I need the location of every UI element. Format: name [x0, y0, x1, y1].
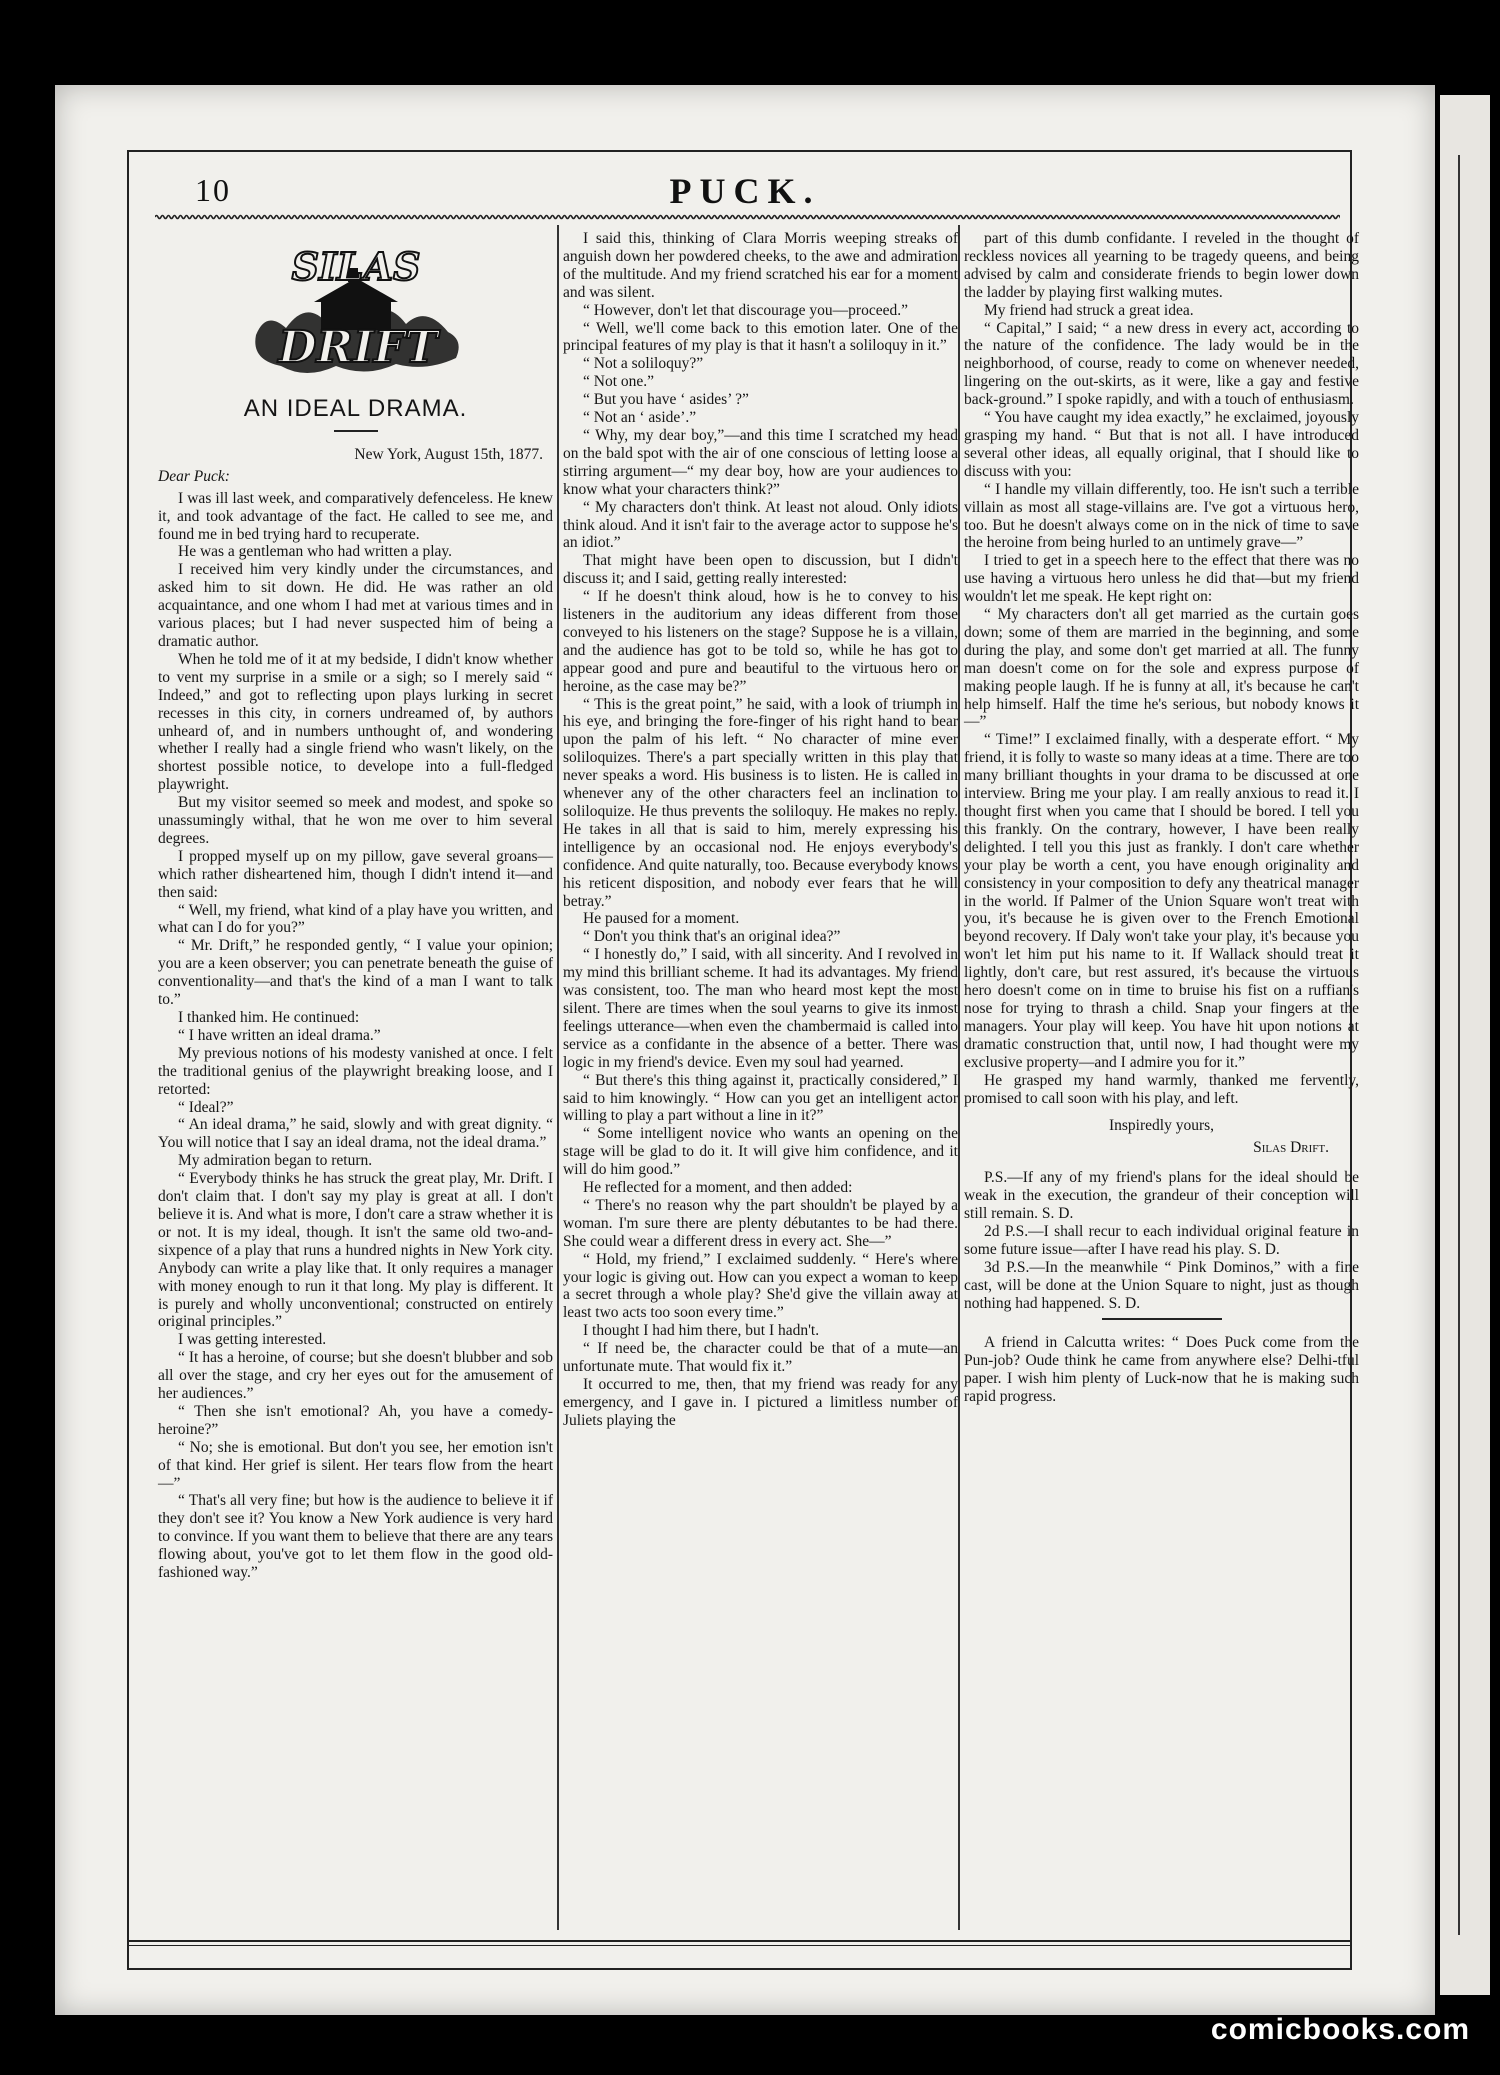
paragraph: I tried to get in a speech here to the effect that there was no use having a virtuous hero unless he did that—but my friend wouldn't let me speak. He kept right on:: [964, 552, 1359, 606]
paragraph: I thought I had him there, but I hadn't.: [583, 1322, 820, 1340]
paragraph: “ I handle my villain differently, too. He isn't such a terrible villain as most all stage-villains are. I've got a virtuous hero, too. But he doesn't always come on in the nick of time to save the heroine from being hurled to an untimely grave—”: [964, 480, 1359, 552]
paragraph: “ Well, my friend, what kind of a play have you written, and what can I do for you?”: [158, 901, 553, 937]
paragraph: “ However, don't let that discourage you—proceed.”: [583, 301, 908, 319]
paragraph: “ You have caught my idea exactly,” he exclaimed, joyously grasping my hand. “ But that is not all. I have introduced several other ideas, all equally original, that I should like to discuss with you:: [964, 409, 1359, 480]
paragraph: “ Mr. Drift,” he responded gently, “ I value your opinion; you are a keen observer; you can penetrate beneath the guise of conventionality—and that's the kind of a man I want to talk to.”: [158, 937, 553, 1009]
page-number: 10: [195, 172, 231, 208]
paragraph: “ Ideal?”: [178, 1098, 234, 1116]
article-title: AN IDEAL DRAMA.: [243, 395, 468, 422]
column-rule-1: [557, 225, 559, 1930]
paragraph: “ My characters don't all get married as the curtain goes down; some of them are married in the beginning, and some during the play, and some don't get married at all. The funny man doesn't come on for the sole and express purpose of making people laugh. If he is funny at all, it's because he can't help himself. Half the time he's serious, but nobody knows it—”: [964, 606, 1359, 731]
paragraph: That might have been open to discussion, but I didn't discuss it; and I said, getting really interested:: [563, 552, 958, 588]
paragraph: “ An ideal drama,” he said, slowly and with great dignity. “ You will notice that I say an ideal drama, not the ideal drama.”: [158, 1116, 553, 1152]
paragraph: “ Don't you think that's an original idea?”: [583, 928, 841, 946]
column-3: [964, 230, 1359, 1406]
calcutta-squib: A friend in Calcutta writes: “ Does Puck come from the Pun-job? Oude think he came from anywhere else? Delhi-tful paper. I wish him plenty of Luck-now that he is making such rapid progress.: [964, 1334, 1359, 1406]
paragraph: “ Well, we'll come back to this emotion later. One of the principal features of my play is that it hasn't a soliloquy in it.”: [563, 319, 958, 355]
masthead-title: PUCK.: [669, 171, 821, 211]
paragraph: I was ill last week, and comparatively defenceless. He knew it, and took advantage of the fact. He called to see me, and found me in bed trying hard to recuperate.: [158, 489, 553, 543]
paragraph: He grasped my hand warmly, thanked me fervently, promised to call soon with his play, and left.: [964, 1071, 1359, 1107]
paragraph: “ I have written an ideal drama.”: [178, 1026, 381, 1044]
paragraph: part of this dumb confidante. I reveled in the thought of reckless novices all yearning to be tragedy queens, and being advised by calm and considerate friends to begin lower down the ladder by playing first walking mutes.: [964, 230, 1359, 301]
paragraph: He paused for a moment.: [583, 910, 740, 928]
paragraph: “ Time!” I exclaimed finally, with a desperate effort. “ My friend, it is folly to waste so many ideas at a time. There are too many brilliant thoughts in your drama to be discussed at one interview. Bring me your play. I am really anxious to read it. I thought first when you came that I should be bored. I tell you this frankly. On the contrary, however, I have been really delighted. I tell you this just as frankly. I don't care whether your play be worth a cent, you have enough originality and consistency in your composition to defy any theatrical manager in the world. If Palmer of the Union Square won't treat with you, it's because he is given over to the French Emotional beyond recovery. If Daly won't take your play, it's because you won't let him put his name to it. If Wallack should treat it lightly, don't care, but rest assured, it's because the virtuous hero doesn't come on in time to bruise his fist on a ruffian's nose for trying to thrash a child. Snap your fingers at the managers. Your play will keep. You have hit upon notions at dramatic construction that, until now, I had thought were my exclusive property—and I admire you for it.”: [964, 731, 1359, 1071]
article-end-rule: [1102, 1318, 1222, 1320]
column-3-body: [964, 230, 1359, 1107]
paragraph: “ Then she isn't emotional? Ah, you have a comedy-heroine?”: [158, 1402, 553, 1438]
paragraph: When he told me of it at my bedside, I didn't know whether to vent my surprise in a smile or a sigh; so I merely said “ Indeed,” and got to reflecting upon plays lurking in secret recesses in this city, in corners undreamed of, by authors unheard of, and in numbers unthought of, and wondering whether I really had a single friend who wasn't likely, on the shortest possible notice, to develope into a full-fledged playwright.: [158, 650, 553, 794]
postscript: 2d P.S.—I shall recur to each individual original feature in some future issue—after I have read his play. S. D.: [964, 1222, 1359, 1258]
paragraph: “ Hold, my friend,” I exclaimed suddenly. “ Here's where your logic is giving out. How can you expect a woman to keep a secret through a whole play? She'd give the villain away at least two acts too soon every time.”: [563, 1250, 958, 1322]
paragraph: “ There's no reason why the part shouldn't be played by a woman. I'm sure there are plenty débutantes to be had there. She could wear a different dress in every act. She—”: [563, 1196, 958, 1250]
paragraph: “ Capital,” I said; “ a new dress in every act, according to the nature of the confidence. The lady would be in the neighborhood, of course, ready to come on whenever needed, lingering on the out-skirts, as it were, like a gay and festive back-ground.” I spoke rapidly, and with a touch of enthusiasm.: [964, 319, 1359, 409]
paragraph: But my visitor seemed so meek and modest, and spoke so unassumingly withal, that he won me over to him several degrees.: [158, 794, 553, 847]
title-rule: [334, 430, 378, 432]
paragraph: He reflected for a moment, and then added:: [583, 1179, 853, 1197]
paragraph: My previous notions of his modesty vanished at once. I felt the traditional genius of the playwright breaking loose, and I retorted:: [158, 1044, 553, 1098]
footer-rule: [127, 1940, 1352, 1946]
column-1-body: [158, 490, 553, 1582]
paragraph: “ If need be, the character could be that of a mute—an unfortunate mute. That would fix it.”: [563, 1340, 958, 1376]
column-rule-2: [958, 225, 960, 1930]
paragraph: “ But you have ‘ asides’ ?”: [583, 391, 749, 409]
silas-drift-logo: [226, 240, 486, 390]
postscript: P.S.—If any of my friend's plans for the ideal should be weak in the execution, the grandeur of their conception will still remain. S. D.: [964, 1169, 1359, 1223]
logo-word-silas: SILAS: [291, 244, 420, 289]
paragraph: I thanked him. He continued:: [178, 1009, 360, 1026]
paragraph: “ If he doesn't think aloud, how is he to convey to his listeners in the auditorium any ideas different from those conveyed to his listeners on the stage? Suppose he is a villain, and the audience has got to be told so, while he has got to appear good and pure and beautiful to the virtuous hero or heroine, as the case may be?”: [563, 588, 958, 695]
postscripts: [964, 1169, 1359, 1312]
paragraph: I was getting interested.: [178, 1331, 327, 1349]
paragraph: “ Some intelligent novice who wants an opening on the stage will be glad to do it. It will give him confidence, and it will do him good.”: [563, 1125, 958, 1179]
paragraph: I propped myself up on my pillow, gave several groans—which rather disheartened him, though I didn't intend it—and then said:: [158, 847, 553, 901]
salutation: Dear Puck:: [158, 467, 230, 485]
adjacent-page-edge: [1440, 95, 1490, 1995]
column-2-body: [563, 230, 958, 1430]
closing: Inspiredly yours,: [1108, 1117, 1215, 1135]
paragraph: It occurred to me, then, that my friend was ready for any emergency, and I gave in. I pictured a limitless number of Juliets playing the: [563, 1376, 958, 1429]
dateline: New York, August 15th, 1877.: [354, 445, 543, 463]
paragraph: I received him very kindly under the circumstances, and asked him to sit down. He did. He was rather an old acquaintance, and one whom I had met at various times and in various places; but I had never suspected him of being a dramatic author.: [158, 561, 553, 650]
watermark: comicbooks.com: [1210, 2013, 1470, 2046]
paragraph: He was a gentleman who had written a play.: [178, 543, 453, 561]
paragraph: “ But there's this thing against it, practically considered,” I said to him knowingly. “ How can you get an intelligent actor willing to play a part without a line in it?”: [563, 1071, 958, 1125]
paragraph: My admiration began to return.: [178, 1152, 373, 1170]
paragraph: “ Not an ‘ aside’.”: [583, 409, 697, 427]
logo-word-drift: DRIFT: [277, 322, 438, 373]
paragraph: “ No; she is emotional. But don't you see, her emotion isn't of that kind. Her grief is silent. Her tears flow from the heart—”: [158, 1438, 553, 1492]
header-wavy-rule: [155, 213, 1340, 221]
paragraph: “ It has a heroine, of course; but she doesn't blubber and sob all over the stage, and cry her eyes out for the amusement of her audiences.”: [158, 1349, 553, 1403]
paragraph: “ Why, my dear boy,”—and this time I scratched my head on the bald spot with the air of one conscious of letting loose a stirring argument—“ my dear boy, how are your audiences to know what your characters think?”: [563, 426, 958, 498]
paragraph: “ This is the great point,” he said, with a look of triumph in his eye, and bringing the fore-finger of his right hand to bear upon the palm of his left. “ No character of mine ever soliloquizes. There's a part specially written in this play that never speaks a word. His business is to listen. He is called in whenever any of the other characters feel an inclination to soliloquize. He thus prevents the soliloquy. He makes no reply. He takes in all that is said to him, merely expressing his intelligence by an occasional nod. He enjoys everybody's confidence. And quite naturally, too. Because everybody knows his reticent disposition, and nobody ever fears that he will betray.”: [563, 695, 958, 910]
paragraph: My friend had struck a great idea.: [984, 301, 1194, 319]
paragraph: “ Not one.”: [583, 373, 655, 391]
column-2: [563, 230, 958, 1430]
paragraph: “ Everybody thinks he has struck the great play, Mr. Drift. I don't claim that. I don't say my play is great at all. I don't believe it is. And what is more, I don't care a straw whether it is or not. It is my ideal, though. It isn't the same old two-and-sixpence of a play that runs a hundred nights in New York city. Anybody can write a play like that. It only requires a manager with money enough to run it that long. My play is different. It is purely and wholly unconventional; constructed on entirely original principles.”: [158, 1170, 553, 1331]
postscript: 3d P.S.—In the meanwhile “ Pink Dominos,” with a fine cast, will be done at the Union Square to night, just as though nothing had happened. S. D.: [964, 1258, 1359, 1312]
paragraph: “ My characters don't think. At least not aloud. Only idiots think aloud. And it isn't fair to the average actor to suppose he's an idiot.”: [563, 498, 958, 552]
signature: Silas Drift.: [1253, 1139, 1329, 1157]
paragraph: “ Not a soliloquy?”: [583, 355, 704, 373]
page-header: [155, 170, 1335, 214]
column-1: [158, 230, 553, 1582]
paragraph: “ That's all very fine; but how is the audience to believe it if they don't see it? You know a New York audience is very hard to convince. If you want them to believe that there are any tears flowing about, you've got to let them flow in the good old-fashioned way.”: [158, 1492, 553, 1582]
paragraph: “ I honestly do,” I said, with all sincerity. And I revolved in my mind this brilliant scheme. It had its advantages. My friend was consistent, too. The man who heard most kept the most silent. There are times when the soul yearns to give its inmost feelings utterance—when even the chambermaid is called into service as a confidante in the absence of a better. There was logic in my friend's device. Even my soul had yearned.: [563, 946, 958, 1071]
paragraph: I said this, thinking of Clara Morris weeping streaks of anguish down her powdered cheeks, to the awe and admiration of the multitude. And my friend scratched his ear for a moment and was silent.: [563, 230, 958, 301]
